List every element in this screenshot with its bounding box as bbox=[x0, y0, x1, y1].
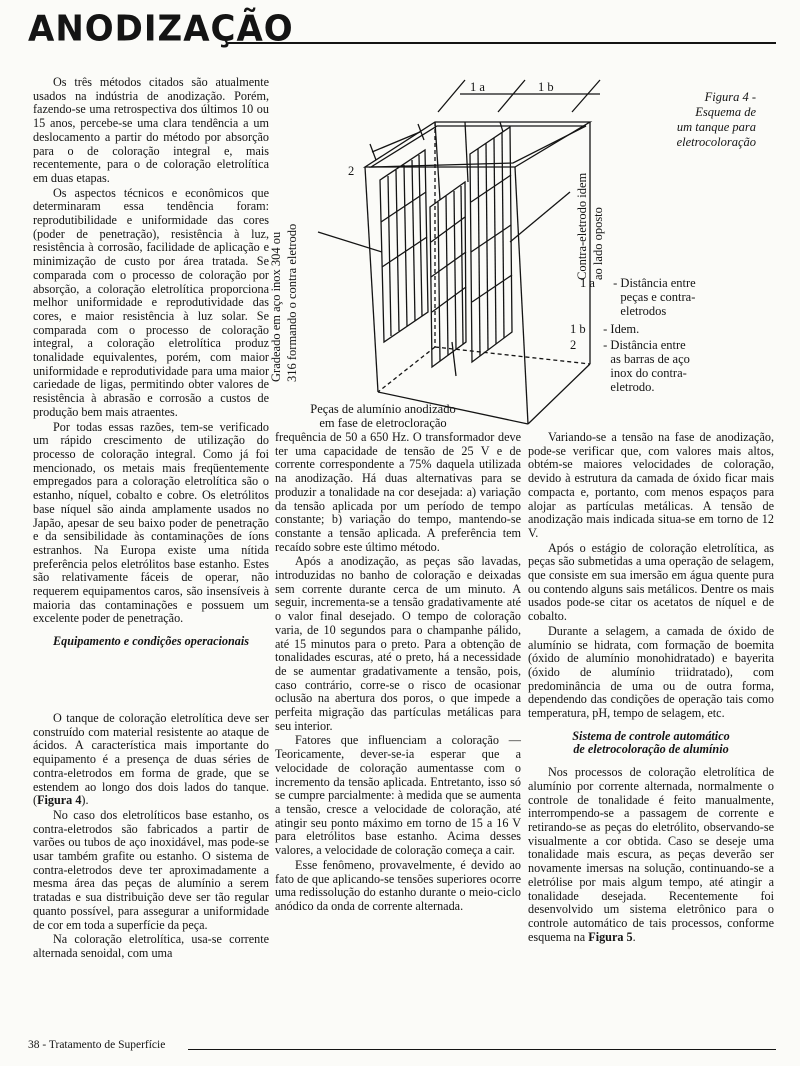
paragraph: Após a anodização, as peças são lavadas, introduzidas no banho de coloração e deixadas sem corrente durante cerca de um minuto. A seguir, incrementa-se a tensão gradativamente até o valor final desejado. O tempo de coloração varia, de 10 segundos para o champanhe pálido, até 15 minutos para o preto. Para a obtenção de tonalidades escuras, até o preto, há a necessidade de se aumentar gradativamente a tensão, pois, caso contrário, corre-se o risco de ocasionar oclusão na abertura dos poros, o que impede a perfeita migração das partículas metálicas para seu interior. bbox=[275, 554, 521, 733]
dimension-label-2: 2 bbox=[348, 164, 355, 178]
column-3 bbox=[528, 431, 774, 944]
paragraph: frequência de 50 a 650 Hz. O transformador deve ter uma capacidade de tensão de 25 V e de corrente correspondente a 75% daquela utilizada na anodização. Há duas alternativas para se produzir a tonalidade na cor desejada: a) variação da tensão aplicada por um período de tempo constante; b) variação do tempo, mantendo-se constante a tensão aplicada. A preferência tem recaído sobre este último método. bbox=[275, 430, 521, 554]
footer-rule bbox=[188, 1049, 776, 1050]
parts-label bbox=[298, 402, 468, 430]
legend-line: eletrodo. bbox=[610, 380, 655, 394]
paragraph: Durante a selagem, a camada de óxido de alumínio se hidrata, com formação de boemita (óxido de alumínio monohidratado) e bayerita (óxido de alumínio triidratado), com predominância de uma ou de outra forma, dependendo das condições de operação tais como temperatura, pH, tempo de selagem, etc. bbox=[528, 623, 774, 721]
legend-line: peças e contra- bbox=[620, 290, 696, 304]
figure-reference: Figura 4 bbox=[37, 793, 82, 808]
paragraph: Fatores que influenciam a coloração — Teoricamente, dever-se-ia esperar que a velocidade de coloração aumentasse com o incremento da tensão aplicada. Entretanto, isso só se cumpre parcialmente: à medida que se aumenta a tensão, cresce a velocidade de coloração, até atingir seu ponto máximo em torno de 15 a 16 V para eletrólitos base estanho. Acima desses valores, a velocidade de coloração começa a cair. bbox=[275, 733, 521, 858]
paragraph: Os três métodos citados são atualmente usados na indústria de anodização. Porém, fazendo-se uma retrospectiva dos últimos 10 ou 15 anos, percebe-se uma clara tendência a um deslocamento a partir do método por absorção para o de coloração integral e, mais recentemente, para o de coloração eletrolítica em duas etapas. bbox=[33, 75, 269, 185]
paragraph bbox=[528, 766, 774, 944]
footer-text: 38 - Tratamento de Superfície bbox=[28, 1039, 166, 1051]
label-line: em fase de eletrocloração bbox=[319, 416, 447, 430]
paragraph-text: O tanque de coloração eletrolítica deve ser construído com material resistente ao ataque de ácidos. A característica mais importante do equipamento é a presença de duas séries de contra-eletrodos em forma de grade, que se estendem ao longo dos dois lados do tanque. ( bbox=[33, 711, 269, 808]
paragraph: Na coloração eletrolítica, usa-se corrente alternada senoidal, com uma bbox=[33, 932, 269, 960]
legend-line: inox do contra- bbox=[610, 366, 687, 380]
heading-line: Sistema de controle automático bbox=[572, 728, 730, 743]
legend-item bbox=[570, 338, 776, 394]
caption-line: Figura 4 - bbox=[704, 90, 756, 104]
legend-line: eletrodos bbox=[620, 304, 667, 318]
figure-reference: Figura 5 bbox=[588, 929, 633, 944]
column-1-continued bbox=[33, 712, 269, 961]
paragraph: No caso dos eletrolíticos base estanho, os contra-eletrodos são fabricados a partir de varões ou tubos de aço inoxidável, mas pode-se usar também grafite ou estanho. O sistema de contra-eletrodos deve ter aproximadamente a mesma área das peças de alumínio a serem tratadas e sua distribuição deve ser tão regular quanto possível, para assegurar a uniformidade de cor em toda a superfície da peça. bbox=[33, 807, 269, 932]
legend-key: 2 bbox=[570, 338, 577, 352]
heading-line: de eletrocoloração de alumínio bbox=[573, 742, 729, 757]
label-line: 316 formando o contra eletrodo bbox=[285, 223, 299, 382]
label-line: Gradeado em aço inox 304 ou bbox=[269, 231, 283, 382]
header-rule bbox=[228, 42, 776, 44]
legend-key: 1 a bbox=[580, 276, 595, 290]
figure-caption bbox=[636, 90, 756, 150]
label-line: ao lado oposto bbox=[591, 207, 605, 280]
label-line: Contra-eletrodo idem bbox=[575, 172, 589, 280]
paragraph-text: Nos processos de coloração eletrolítica de alumínio por corrente alternada, normalmente o controle de tonalidade é feito manualmente, interrompendo-se a passagem de corrente e retirando-se as peças do eletrólito, observando-se visualmente a cor obtida. Caso se deseje uma tonalidade mais escura, as peças deverão ser novamente imersas na solução, continuando-se a eletrólise por mais algum tempo, até atingir a tonalidade desejada. Recentemente foi desenvolvido um sistema eletrônico para o controle automático de tais processos, conforme esquema na bbox=[528, 765, 774, 944]
legend-text bbox=[610, 338, 689, 394]
legend-separator: - bbox=[600, 322, 611, 336]
section-heading bbox=[528, 730, 774, 757]
paragraph-text: . bbox=[632, 929, 636, 944]
paragraph: Variando-se a tensão na fase de anodização, pode-se verificar que, com valores mais altos, obtém-se maiores velocidades de coloração, devido à estrutura da camada de óxido ficar mais compacta e, portanto, com menos espaços para alojar as partículas metálicas. A tensão de anodização mais indicada situa-se em torno de 12 V. bbox=[528, 430, 774, 540]
paragraph-text: ). bbox=[81, 793, 89, 808]
label-line: Peças de alumínio anodizado bbox=[310, 402, 456, 416]
paragraph: Após o estágio de coloração eletrolítica, as peças são submetidas a uma operação de selagem, que consiste em sua imersão em água quente pura ou contendo alguns sais metálicos. Dentre os mais usados pode-se citar os acetatos de níquel e de cobalto. bbox=[528, 540, 774, 624]
column-2 bbox=[275, 431, 521, 914]
legend-text: Idem. bbox=[610, 322, 640, 336]
caption-line: eletrocoloração bbox=[676, 135, 756, 149]
caption-line: um tanque para bbox=[676, 120, 756, 134]
figure-legend bbox=[570, 276, 776, 394]
legend-text bbox=[620, 276, 695, 318]
legend-line: Distância entre bbox=[610, 338, 686, 352]
caption-line: Esquema de bbox=[695, 105, 756, 119]
page-footer bbox=[28, 1039, 776, 1055]
dimension-label-1a: 1 a bbox=[470, 80, 485, 94]
legend-separator: - bbox=[600, 338, 611, 352]
right-electrode-label bbox=[574, 130, 606, 280]
legend-separator: - bbox=[610, 276, 621, 290]
left-grid-label bbox=[268, 172, 300, 382]
legend-line: Distância entre bbox=[620, 276, 696, 290]
legend-line: as barras de aço bbox=[610, 352, 690, 366]
figure-4 bbox=[270, 72, 780, 430]
section-heading: Equipamento e condições operacionais bbox=[52, 634, 249, 649]
paragraph: Por todas essas razões, tem-se verificado um rápido crescimento de utilização do processo de coloração integral. Como já foi mencionado, os metais mais freqüentemente empregados para a coloração eletrolítica são o estanho, níquel, cobalto e cobre. Os eletrólitos base níquel são ainda amplamente usados no Japão, apesar de seu baixo poder de penetração e da sensibilidade às contaminações de íons estranhos. Na Europa existe uma nítida preferência pelos eletrólitos base estanho. Estes são relativamente fáceis de operar, não requerem equipamentos caros, são insensíveis à maioria das contaminações e possuem um excelente poder de penetração. bbox=[33, 419, 269, 626]
legend-item bbox=[570, 322, 776, 336]
dimension-label-1b: 1 b bbox=[538, 80, 554, 94]
section-title: ANODIZAÇÃO bbox=[28, 8, 294, 51]
legend-item bbox=[580, 276, 776, 318]
page-header bbox=[28, 8, 776, 50]
paragraph: Esse fenômeno, provavelmente, é devido ao fato de que aplicando-se tensões superiores ocorre uma redissolução do estanho durante o meio-ciclo anódico da onda de corrente alternada. bbox=[275, 857, 521, 913]
legend-key: 1 b bbox=[570, 322, 586, 336]
paragraph: Os aspectos técnicos e econômicos que determinaram essa tendência foram: reprodutibilidade e uniformidade das cores (poder de penetração), resistência à luz, resistência à corrosão, facilidade de aplicação e minimização de custo por área tratada. Se comparada com o processo de coloração por absorção, a coloração eletrolítica proporciona melhor uniformidade e reprodutividade das cores, e maior resistência à luz solar. Se comparada com o processo de coloração integral, a coloração eletrolítica produz tonalidade equivalentes, porém, com maior uniformidade e reprodutividade para uma maior cariedade de ligas, permitindo obter valores de resistência à abrasão e corrosão a custos de produção bem mais atraentes. bbox=[33, 185, 269, 419]
paragraph bbox=[33, 712, 269, 808]
column-1 bbox=[33, 76, 269, 658]
